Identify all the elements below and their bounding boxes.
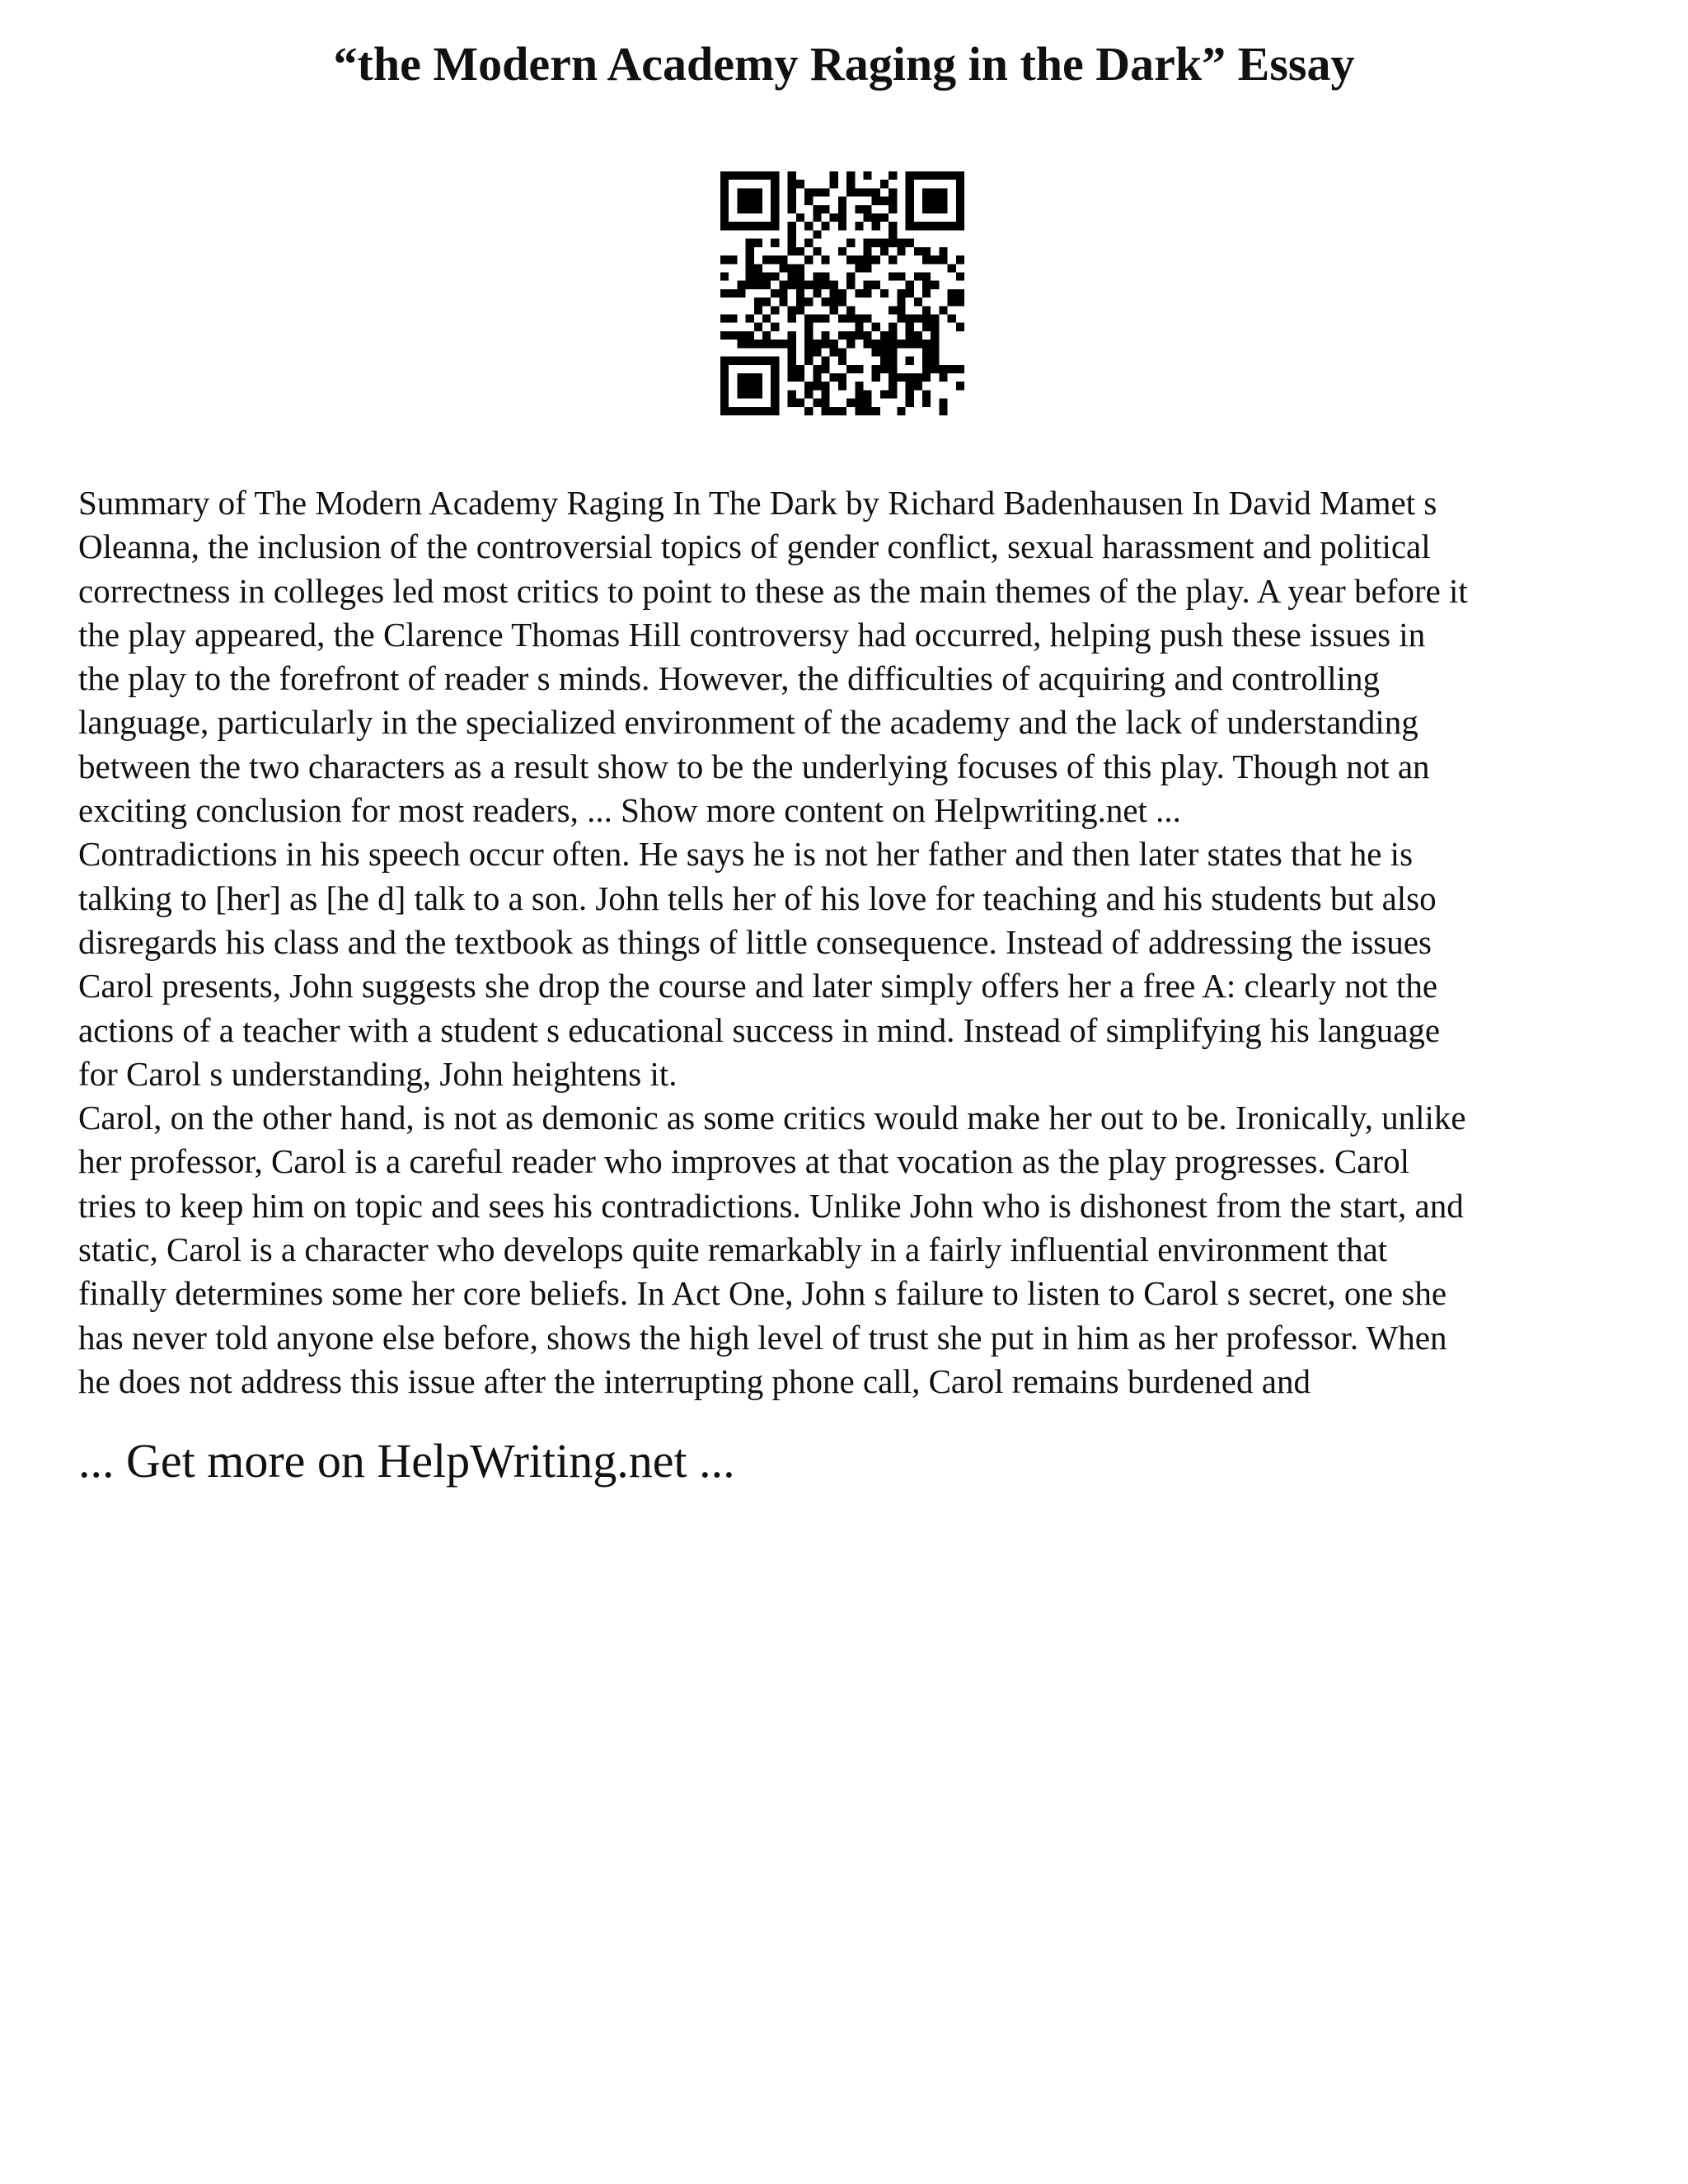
paragraph-line: exciting conclusion for most readers, ... Show more content on Helpwriting.net ... [78,791,1181,830]
paragraph-line: her professor, Carol is a careful reader who improves at that vocation as the play progresses. Carol [78,1142,1410,1181]
paragraph-2 [78,832,1628,1096]
essay-body [78,481,1628,1404]
qr-code-graphic [720,171,964,415]
paragraph-line: has never told anyone else before, shows the high level of trust she put in him as her professor. When [78,1318,1447,1357]
paragraph-line: static, Carol is a character who develops quite remarkably in a fairly influential environment that [78,1230,1388,1269]
paragraph-line: Oleanna, the inclusion of the controversial topics of gender conflict, sexual harassment and political [78,527,1431,566]
paragraph-line: the play to the forefront of reader s minds. However, the difficulties of acquiring and controlling [78,659,1381,698]
paragraph-line: between the two characters as a result show to be the underlying focuses of this play. Though not an [78,747,1430,785]
get-more-link[interactable]: ... Get more on HelpWriting.net ... [78,1434,735,1488]
paragraph-1 [78,481,1628,832]
paragraph-line: Contradictions in his speech occur often. He says he is not her father and then later states that he is [78,835,1414,874]
paragraph-line: Carol presents, John suggests she drop the course and later simply offers her a free A: clearly not the [78,967,1438,1005]
paragraph-line: Summary of The Modern Academy Raging In The Dark by Richard Badenhausen In David Mamet s [78,484,1437,522]
paragraph-line: for Carol s understanding, John heightens it. [78,1054,678,1093]
paragraph-line: the play appeared, the Clarence Thomas Hill controversy had occurred, helping push these issues in [78,615,1426,654]
qr-code-icon [720,171,964,415]
paragraph-3 [78,1096,1628,1404]
paragraph-line: Carol, on the other hand, is not as demonic as some critics would make her out to be. Ironically, unlike [78,1099,1466,1137]
page-title: “the Modern Academy Raging in the Dark” Essay [333,37,1355,91]
paragraph-line: finally determines some her core beliefs. In Act One, John s failure to listen to Carol s secret, one she [78,1274,1447,1313]
paragraph-line: language, particularly in the specialized environment of the academy and the lack of understanding [78,703,1418,742]
paragraph-line: correctness in colleges led most critics to point to these as the main themes of the play. A year before it [78,571,1468,610]
paragraph-line: talking to [her] as [he d] talk to a son. John tells her of his love for teaching and his students but also [78,879,1437,917]
paragraph-line: he does not address this issue after the interrupting phone call, Carol remains burdened and [78,1361,1311,1400]
paragraph-line: actions of a teacher with a student s educational success in mind. Instead of simplifying his language [78,1010,1441,1049]
paragraph-line: disregards his class and the textbook as things of little consequence. Instead of addressing the issues [78,922,1432,961]
paragraph-line: tries to keep him on topic and sees his contradictions. Unlike John who is dishonest from the start, and [78,1186,1464,1225]
